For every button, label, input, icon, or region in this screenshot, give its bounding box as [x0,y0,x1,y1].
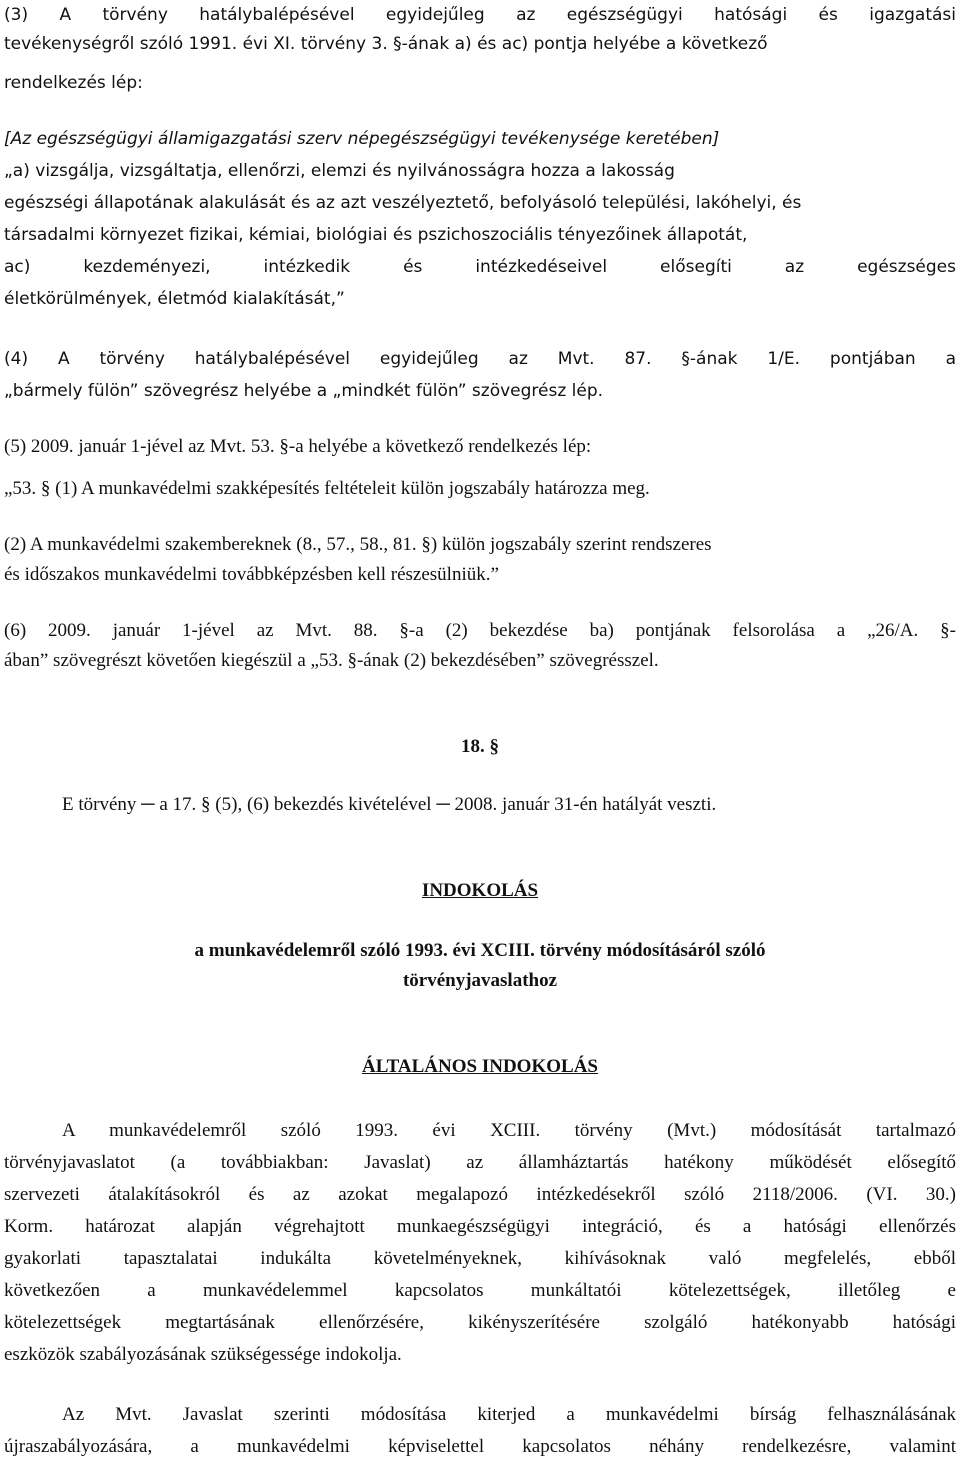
text-line: ac) kezdeményezi, intézkedik és intézkedéseivel elősegíti az egészséges [4,257,956,277]
text-line: (6) 2009. január 1-jével az Mvt. 88. §-a (2) bekezdése ba) pontjának felsorolása a „26/A. §- [4,620,956,641]
text-line: társadalmi környezet fizikai, kémiai, biológiai és pszichoszociális tényezőinek állapotát, [4,225,748,245]
text-line: rendelkezés lép: [4,73,143,93]
text-line: egészségi állapotának alakulását és az azt veszélyeztető, befolyásoló települési, lakóhelyi, és [4,193,802,213]
text-line: (5) 2009. január 1-jével az Mvt. 53. §-a helyébe a következő rendelkezés lép: [4,436,592,457]
text-line: ában” szövegrészt követően kiegészül a „53. §-ának (2) bekezdésében” szövegrésszel. [4,650,659,671]
text-line: (4) A törvény hatálybalépésével egyidejűleg az Mvt. 87. §-ának 1/E. pontjában a [4,349,956,369]
text-line: szervezeti átalakításokról és az azokat megalapozó intézkedésekről szóló 2118/2006. (VI. 30.) [4,1184,956,1205]
text-line: „53. § (1) A munkavédelmi szakképesítés feltételeit külön jogszabály határozza meg. [4,478,650,499]
text-line: „bármely fülön” szövegrész helyébe a „mindkét fülön” szövegrész lép. [4,381,604,401]
text-line: 18. § [461,736,499,757]
text-line: kötelezettségek megtartásának ellenőrzésére, kikényszerítésére szolgáló hatékonyabb hatósági [4,1312,956,1333]
text-line: INDOKOLÁS [421,880,539,901]
text-line: életkörülmények, életmód kialakítását,” [4,289,345,309]
text-line: újraszabályozására, a munkavédelmi képviselettel kapcsolatos néhány rendelkezésre, valamint [4,1436,956,1457]
text-line: eszközök szabályozásának szükségessége indokolja. [4,1344,402,1365]
text-line: E törvény ─ a 17. § (5), (6) bekezdés kivételével ─ 2008. január 31-én hatályát veszti. [62,794,717,815]
text-line: (3) A törvény hatálybalépésével egyidejűleg az egészségügyi hatósági és igazgatási [4,5,956,25]
text-line: következően a munkavédelemmel kapcsolatos munkáltatói kötelezettségek, illetőleg e [4,1280,956,1301]
text-line: és időszakos munkavédelmi továbbképzésben kell részesülniük.” [4,564,499,585]
text-line: gyakorlati tapasztalatai indukálta követelményeknek, kihívásoknak való megfelelés, ebből [4,1248,956,1269]
text-line: ÁLTALÁNOS INDOKOLÁS [362,1056,598,1077]
text-line: Korm. határozat alapján végrehajtott munkaegészségügyi integráció, és a hatósági ellenőrzés [4,1216,956,1237]
text-line: (2) A munkavédelmi szakembereknek (8., 57., 58., 81. §) külön jogszabály szerint rendszeres [4,534,712,555]
text-line: A munkavédelemről szóló 1993. évi XCIII. törvény (Mvt.) módosítását tartalmazó [62,1120,956,1141]
text-line: Az Mvt. Javaslat szerinti módosítása kiterjed a munkavédelmi bírság felhasználásának [62,1404,956,1425]
text-line: „a) vizsgálja, vizsgáltatja, ellenőrzi, elemzi és nyilvánosságra hozza a lakosság [4,161,675,181]
text-line: tevékenységről szóló 1991. évi XI. törvény 3. §-ának a) és ac) pontja helyébe a következő [4,34,768,54]
text-line: [Az egészségügyi államigazgatási szerv népegészségügyi tevékenysége keretében] [4,129,720,149]
text-line: törvényjavaslathoz [402,970,558,991]
text-line: törvényjavaslatot (a továbbiakban: Javaslat) az államháztartás hatékony működését elősegítő [4,1152,956,1173]
text-line: a munkavédelemről szóló 1993. évi XCIII. törvény módosításáról szóló [194,940,766,961]
